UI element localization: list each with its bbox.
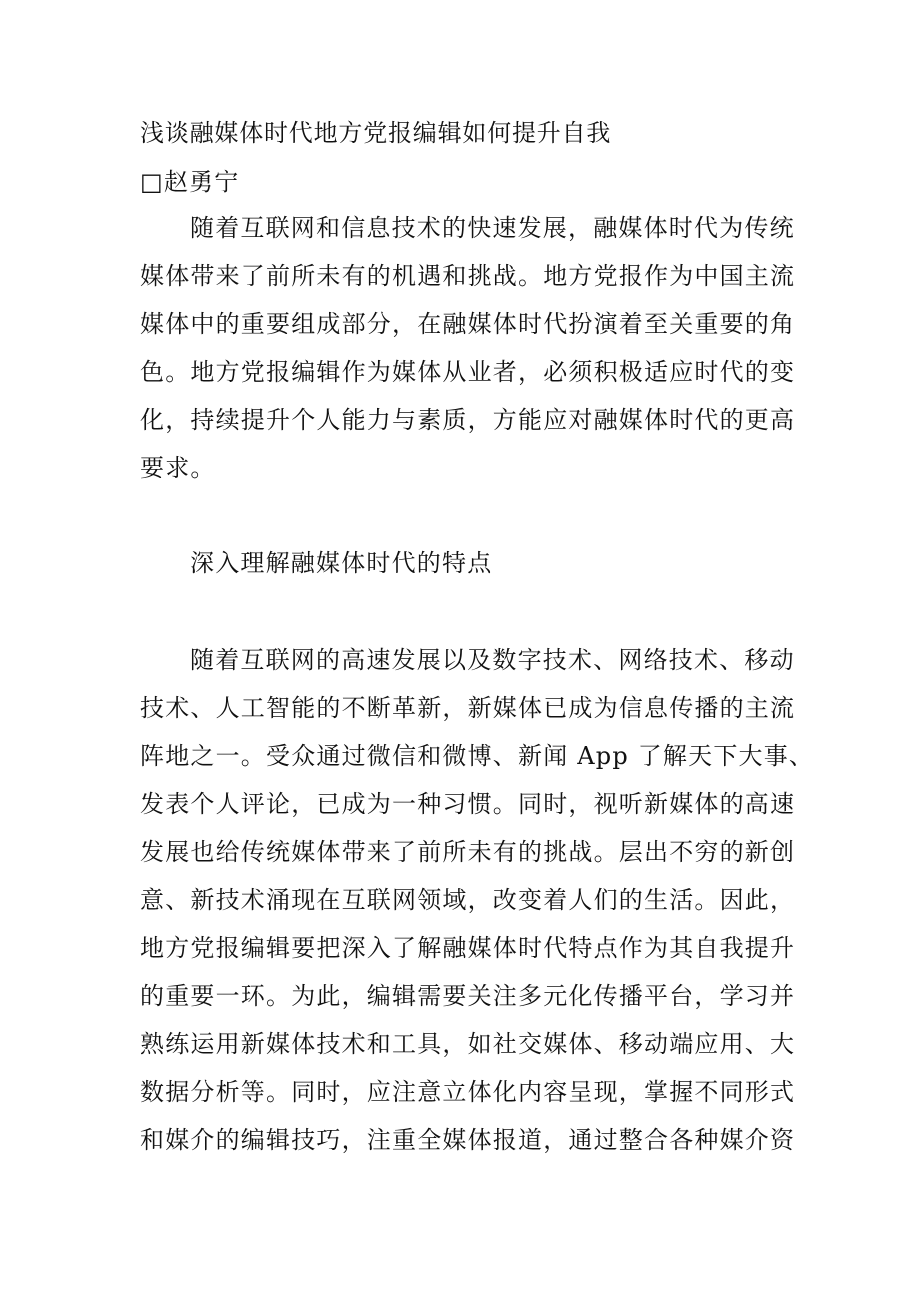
paragraph-line: 媒体带来了前所未有的机遇和挑战。地方党报作为中国主流 — [140, 262, 796, 290]
paragraph-line: 意、新技术涌现在互联网领域，改变着人们的生活。因此， — [140, 886, 796, 914]
paragraph-line: 发展也给传统媒体带来了前所未有的挑战。层出不穷的新创 — [140, 838, 796, 866]
paragraph-line: 技术、人工智能的不断革新，新媒体已成为信息传播的主流 — [140, 694, 796, 722]
byline: □赵勇宁 — [140, 168, 240, 196]
paragraph-line: 媒体中的重要组成部分，在融媒体时代扮演着至关重要的角 — [140, 310, 796, 338]
section-heading: 深入理解融媒体时代的特点 — [190, 549, 493, 577]
paragraph-line: 随着互联网的高速发展以及数字技术、网络技术、移动 — [190, 646, 795, 674]
paragraph-line: 色。地方党报编辑作为媒体从业者，必须积极适应时代的变 — [140, 358, 796, 386]
paragraph-line: 数据分析等。同时，应注意立体化内容呈现，掌握不同形式 — [140, 1078, 796, 1106]
paragraph-line: 阵地之一。受众通过微信和微博、新闻 App 了解天下大事、 — [140, 742, 815, 770]
paragraph-line: 发表个人评论，已成为一种习惯。同时，视听新媒体的高速 — [140, 790, 796, 818]
document-title: 浅谈融媒体时代地方党报编辑如何提升自我 — [140, 119, 612, 147]
paragraph-line: 地方党报编辑要把深入了解融媒体时代特点作为其自我提升 — [140, 934, 796, 962]
paragraph-line: 的重要一环。为此，编辑需要关注多元化传播平台，学习并 — [140, 982, 796, 1010]
paragraph-line: 要求。 — [140, 454, 216, 482]
paragraph-line: 熟练运用新媒体技术和工具，如社交媒体、移动端应用、大 — [140, 1030, 796, 1058]
paragraph-line: 和媒介的编辑技巧，注重全媒体报道，通过整合各种媒介资 — [140, 1126, 796, 1154]
paragraph-line: 随着互联网和信息技术的快速发展，融媒体时代为传统 — [190, 214, 795, 242]
paragraph-line: 化，持续提升个人能力与素质，方能应对融媒体时代的更高 — [140, 406, 796, 434]
